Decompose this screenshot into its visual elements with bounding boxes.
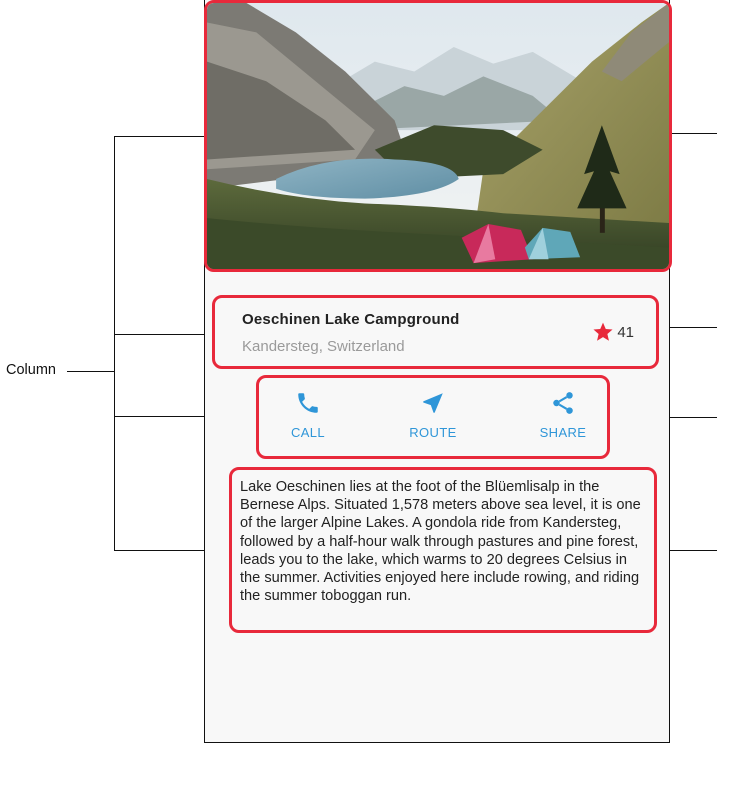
route-label: ROUTE <box>409 425 457 440</box>
rating-count: 41 <box>617 323 634 341</box>
share-label: SHARE <box>539 425 587 440</box>
call-button[interactable] <box>268 390 348 440</box>
star-icon <box>592 321 614 343</box>
description-text: Lake Oeschinen lies at the foot of the Blüemlisalp in the Bernese Alps. Situated 1,578 meters above sea level, it is one of the larger Alpine Lakes. A gondola ride from Kandersteg, followed by a half-hour walk through pastures and pine forest, leads you to the lake, which warms to 20 degrees Celsius in the summer. Activities enjoyed here include rowing, and riding the summer toboggan run. <box>240 479 641 605</box>
title-section <box>212 295 659 369</box>
rating[interactable] <box>592 321 634 343</box>
column-annotation-label: Column <box>6 362 56 378</box>
bracket-vertical <box>114 136 115 551</box>
right-connector-image <box>672 133 717 134</box>
route-button[interactable] <box>393 390 473 440</box>
bracket-tick-image <box>114 136 206 137</box>
button-section <box>256 375 610 459</box>
navigation-icon <box>420 390 446 416</box>
text-section <box>229 467 657 633</box>
phone-icon <box>295 390 321 416</box>
bracket-tick-title <box>114 334 214 335</box>
share-button[interactable] <box>523 390 603 440</box>
share-icon <box>550 390 576 416</box>
column-label-connector <box>67 371 114 372</box>
header-image <box>204 0 672 272</box>
landscape-image <box>207 3 669 269</box>
campground-location: Kandersteg, Switzerland <box>242 338 405 355</box>
call-label: CALL <box>290 425 326 440</box>
campground-title: Oeschinen Lake Campground <box>242 311 460 328</box>
